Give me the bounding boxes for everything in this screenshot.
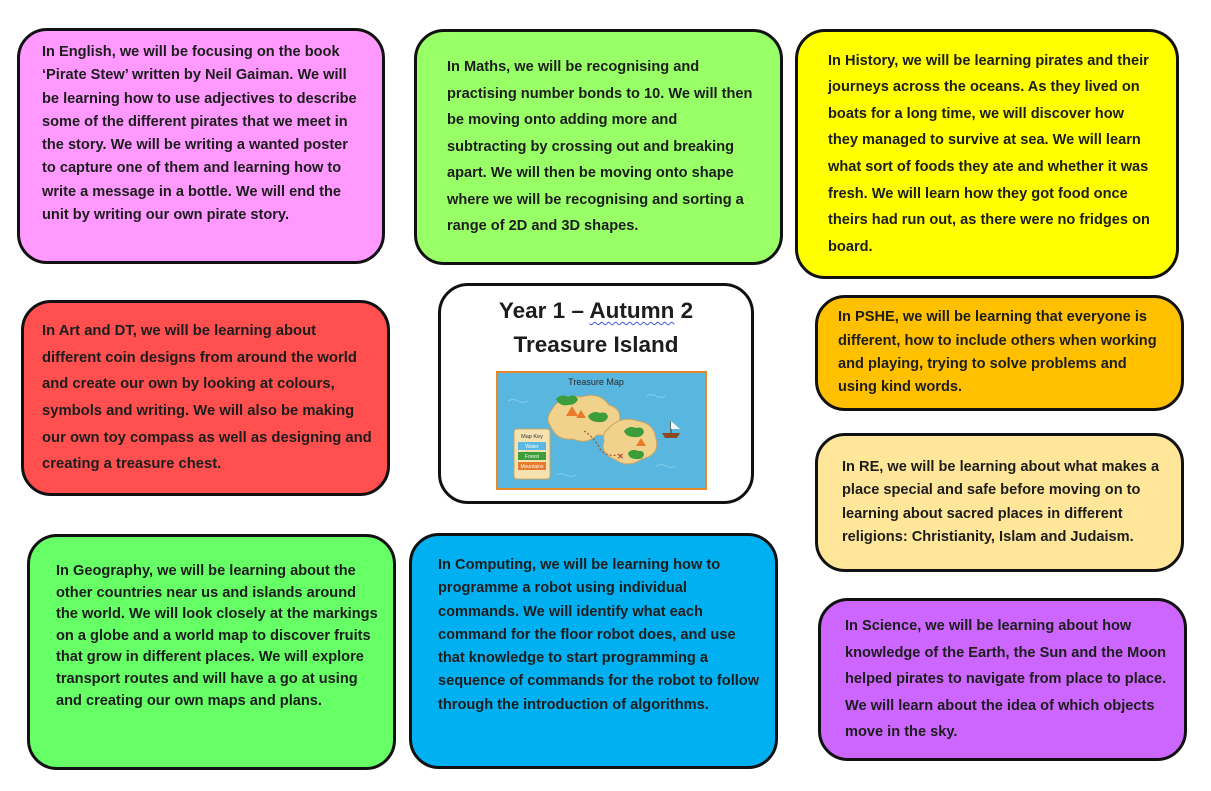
map-key [514, 429, 550, 479]
science-box [818, 598, 1187, 761]
year-term-title [441, 294, 751, 328]
topic-title-card [438, 283, 754, 504]
maths-box [414, 29, 783, 265]
pshe-box [815, 295, 1184, 411]
treasure-map-image [496, 371, 707, 490]
title-term: Autumn [589, 298, 675, 323]
history-text: In History, we will be learning pirates and their journeys across the oceans. As they lived on boats for a long time, we will discover how they managed to survive at sea. We will learn what sort of foods they ate and whether it was fresh. We will learn how they got food once theirs had run out, as there were no fridges on board. [828, 52, 1150, 255]
title-number: 2 [674, 298, 694, 323]
english-box [17, 28, 385, 264]
topic-title: Treasure Island [513, 332, 679, 357]
geography-text: In Geography, we will be learning about the other countries near us and islands around the world. We will look closely at the markings on a globe and a world map to discover fruits that grow in different places. We will explore transport routes and will have a go at using and creating our own maps and plans. [56, 563, 378, 709]
ship-hull [662, 433, 680, 438]
map-key-title: Map Key [521, 434, 543, 440]
re-box [815, 433, 1184, 572]
maths-text: In Maths, we will be recognising and practising number bonds to 10. We will then be moving onto adding more and subtracting by crossing out and breaking apart. We will then be moving onto shape where we will be recognising and sorting a range of 2D and 3D shapes. [447, 58, 753, 235]
re-text: In RE, we will be learning about what makes a place special and safe before moving on to learning about sacred places in different religions: Christianity, Islam and Judaism. [842, 458, 1160, 545]
pshe-text: In PSHE, we will be learning that everyone is different, how to include others when working and playing, trying to solve problems and using kind words. [838, 309, 1157, 396]
treasure-x-mark: ✕ [617, 452, 624, 461]
english-text: In English, we will be focusing on the book ‘Pirate Stew’ written by Neil Gaiman. We will be learning how to use adjectives to describe some of the different pirates that we meet in the story. We will be writing a wanted poster to capture one of them and learning how to write a message in a bottle. We will end the unit by writing our own pirate story. [42, 44, 357, 224]
art-dt-text: In Art and DT, we will be learning about different coin designs from around the world and create our own by looking at colours, symbols and writing. We will also be making our own toy compass as well as designing and creating a treasure chest. [42, 323, 372, 473]
map-label: Treasure Map [568, 377, 624, 387]
computing-box [409, 533, 778, 769]
science-text: In Science, we will be learning about how knowledge of the Earth, the Sun and the Moon helped pirates to navigate from place to place. We will learn about the idea of which objects move in the sky. [845, 618, 1167, 741]
art-dt-box [21, 300, 390, 496]
key-forest-label: Forest [524, 454, 540, 461]
geography-box [27, 534, 396, 770]
key-mountains-label: Mountains [520, 464, 544, 471]
history-box [795, 29, 1179, 279]
computing-text: In Computing, we will be learning how to programme a robot using individual commands. We will identify what each command for the floor robot does, and use that knowledge to start programming a sequence of commands for the robot to follow through the introduction of algorithms. [438, 557, 760, 713]
title-year: Year 1 – [498, 298, 590, 323]
island-east [603, 419, 657, 464]
key-water-label: Water [525, 444, 539, 451]
